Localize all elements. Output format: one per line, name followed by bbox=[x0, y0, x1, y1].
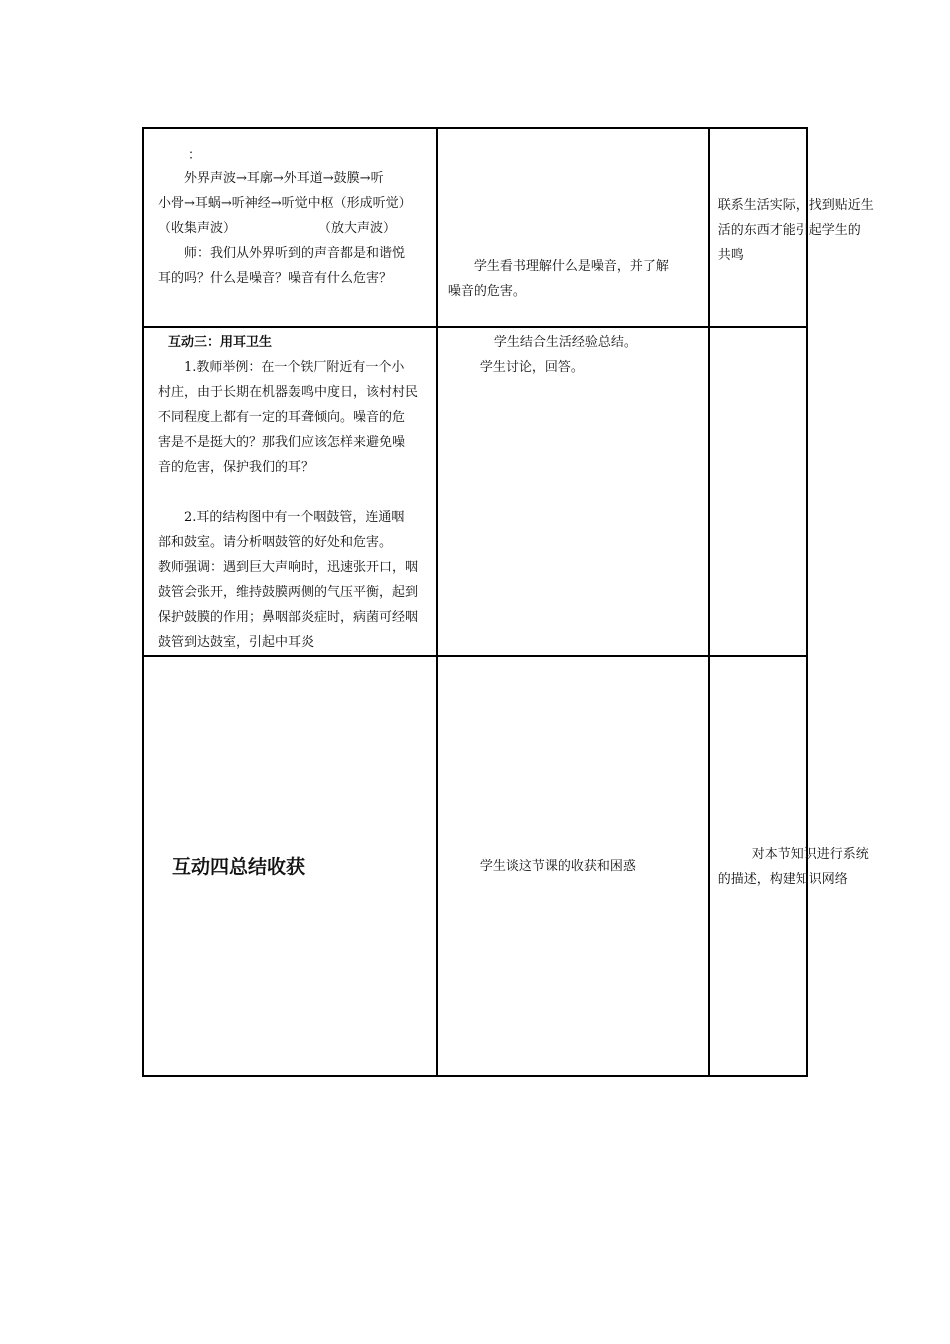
table-row bbox=[143, 327, 807, 656]
student-activity-line-1: 学生看书理解什么是噪音，并了解 bbox=[473, 259, 669, 274]
colon-text: ： bbox=[188, 148, 202, 163]
eustachian-line-2: 部和鼓室。请分析咽鼓管的好处和危害。 bbox=[158, 535, 393, 550]
hearing-path-line-3 bbox=[158, 216, 436, 241]
teacher-activity-cell bbox=[143, 128, 437, 327]
student-harvest-line: 学生谈这节课的收获和困惑 bbox=[479, 859, 636, 874]
emphasis-line-1: 教师强调：遇到巨大声响时，迅速张开口，咽 bbox=[158, 560, 419, 575]
student-summary-line: 学生结合生活经验总结。 bbox=[493, 335, 637, 350]
emphasis-line-3: 保护鼓膜的作用；鼻咽部炎症时，病菌可经咽 bbox=[158, 610, 419, 625]
amplify-sound-note: （放大声波） bbox=[318, 221, 397, 236]
teacher-activity-cell bbox=[143, 327, 437, 656]
design-intent-line-2: 活的东西才能引起学生的 bbox=[717, 223, 861, 238]
design-intent-line-2: 的描述，构建知识网络 bbox=[717, 872, 848, 887]
teacher-question-line-2: 耳的吗？什么是噪音？噪音有什么危害？ bbox=[158, 271, 393, 286]
example-line-2: 村庄，由于长期在机器轰鸣中度日，该村村民 bbox=[158, 385, 419, 400]
collect-sound-note: （收集声波） bbox=[158, 221, 237, 236]
example-line-1: 1.教师举例：在一个铁厂附近有一个小 bbox=[184, 360, 405, 375]
table-row bbox=[143, 656, 807, 1076]
emphasis-line-2: 鼓管会张开，维持鼓膜两侧的气压平衡，起到 bbox=[158, 585, 419, 600]
emphasis-line-4: 鼓管到达鼓室，引起中耳炎 bbox=[158, 635, 315, 650]
section-title: 互动四总结收获 bbox=[172, 856, 306, 878]
eustachian-line-1: 2.耳的结构图中有一个咽鼓管，连通咽 bbox=[184, 510, 405, 525]
student-discuss-line: 学生讨论，回答。 bbox=[479, 360, 584, 375]
design-intent-line-3: 共鸣 bbox=[717, 248, 744, 263]
teacher-question-line-1: 师：我们从外界听到的声音都是和谐悦 bbox=[184, 246, 406, 261]
hearing-path-line-2: 小骨→耳蜗→听神经→听觉中枢（形成听觉） bbox=[158, 196, 412, 211]
design-intent-line-1: 联系生活实际，找到贴近生 bbox=[717, 198, 874, 213]
lesson-plan-table bbox=[142, 127, 874, 1077]
example-line-3: 不同程度上都有一定的耳聋倾向。噪音的危 bbox=[158, 410, 406, 425]
student-activity-line-2: 噪音的危害。 bbox=[447, 284, 526, 299]
example-line-5: 音的危害，保护我们的耳？ bbox=[158, 460, 315, 475]
hearing-path-line-1: 外界声波→耳廓→外耳道→鼓膜→听 bbox=[184, 171, 384, 186]
design-intent-cell bbox=[709, 128, 874, 327]
student-activity-cell bbox=[437, 327, 709, 656]
example-line-4: 害是不是挺大的？那我们应该怎样来避免噪 bbox=[158, 435, 406, 450]
student-activity-cell bbox=[437, 128, 709, 327]
table-row bbox=[143, 128, 807, 327]
design-intent-cell bbox=[709, 656, 869, 1076]
design-intent-cell bbox=[709, 327, 807, 656]
section-title: 互动三：用耳卫生 bbox=[168, 335, 273, 350]
design-intent-line-1: 对本节知识进行系统 bbox=[751, 847, 869, 862]
student-activity-cell bbox=[437, 656, 709, 1076]
teacher-activity-cell bbox=[143, 656, 437, 1076]
